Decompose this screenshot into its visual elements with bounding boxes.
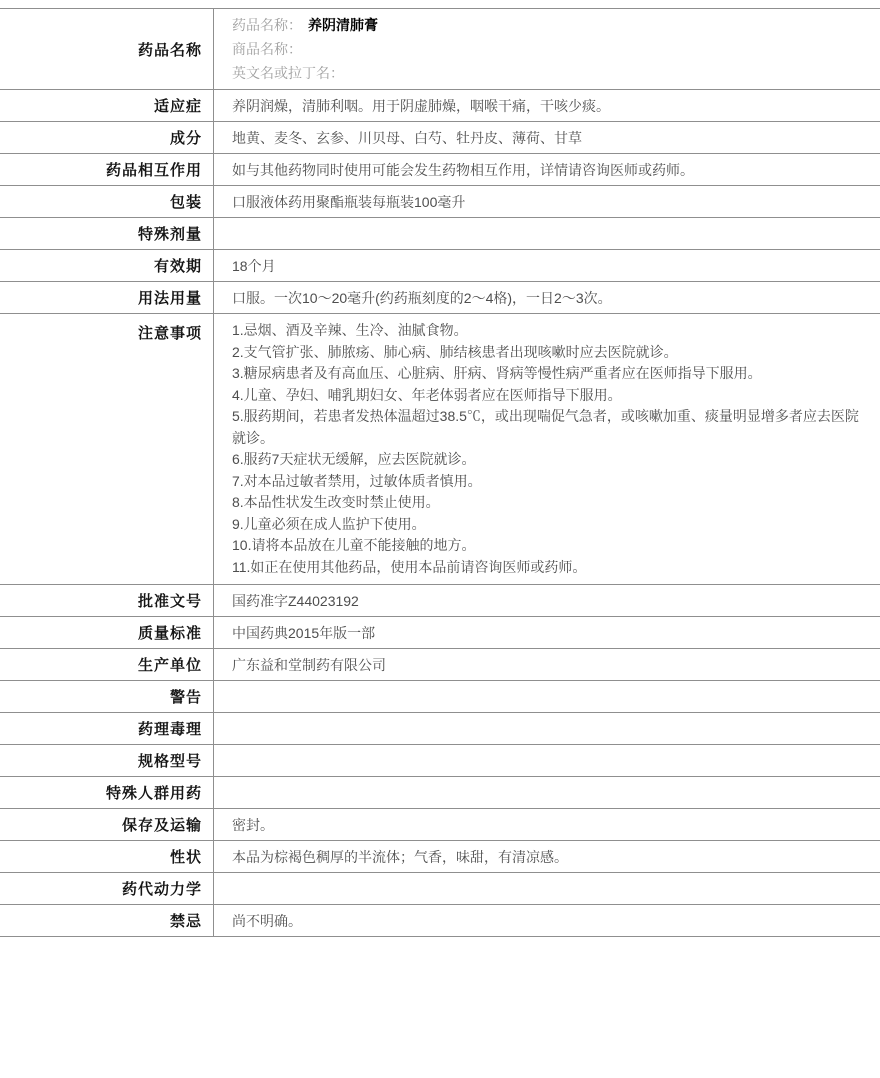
row-label: 规格型号 [0, 745, 214, 777]
row-content: 口服。一次10～20毫升(约药瓶刻度的2～4格)，一日2～3次。 [214, 282, 880, 314]
table-row [0, 585, 880, 617]
row-label: 警告 [0, 681, 214, 713]
note-line: 6.服药7天症状无缓解，应去医院就诊。 [232, 449, 866, 471]
note-line: 3.糖尿病患者及有高血压、心脏病、肝病、肾病等慢性病严重者应在医师指导下服用。 [232, 363, 866, 385]
row-content [214, 218, 880, 250]
row-content [214, 777, 880, 809]
row-label: 特殊人群用药 [0, 777, 214, 809]
row-content [214, 681, 880, 713]
row-content: 广东益和堂制药有限公司 [214, 649, 880, 681]
field-value [344, 65, 350, 81]
name-field-line [232, 37, 866, 61]
table-row [0, 186, 880, 218]
drug-info-table [0, 8, 880, 937]
note-line: 10.请将本品放在儿童不能接触的地方。 [232, 535, 866, 557]
table-row [0, 314, 880, 585]
row-label: 质量标准 [0, 617, 214, 649]
field-value [302, 41, 308, 57]
note-line: 5.服药期间，若患者发热体温超过38.5℃，或出现喘促气急者，或咳嗽加重、痰量明显增多者应去医院就诊。 [232, 406, 866, 449]
row-label: 适应症 [0, 90, 214, 122]
row-label: 药品相互作用 [0, 154, 214, 186]
row-label: 批准文号 [0, 585, 214, 617]
row-content: 口服液体药用聚酯瓶装每瓶装100毫升 [214, 186, 880, 218]
row-label: 药品名称 [0, 9, 214, 90]
field-value: 养阴清肺膏 [302, 17, 378, 33]
row-label: 包装 [0, 186, 214, 218]
row-content [214, 314, 880, 585]
row-content [214, 873, 880, 905]
row-label: 性状 [0, 841, 214, 873]
table-row [0, 9, 880, 90]
table-row [0, 90, 880, 122]
row-label: 药代动力学 [0, 873, 214, 905]
table-row [0, 841, 880, 873]
row-content: 国药准字Z44023192 [214, 585, 880, 617]
table-row [0, 873, 880, 905]
field-key: 英文名或拉丁名： [232, 65, 344, 81]
row-content: 密封。 [214, 809, 880, 841]
note-line: 4.儿童、孕妇、哺乳期妇女、年老体弱者应在医师指导下服用。 [232, 385, 866, 407]
table-row [0, 617, 880, 649]
row-label: 注意事项 [0, 314, 214, 585]
row-content: 如与其他药物同时使用可能会发生药物相互作用，详情请咨询医师或药师。 [214, 154, 880, 186]
row-content [214, 9, 880, 90]
table-row [0, 745, 880, 777]
table-row [0, 122, 880, 154]
row-content: 18个月 [214, 250, 880, 282]
row-content: 养阴润燥，清肺利咽。用于阴虚肺燥，咽喉干痛，干咳少痰。 [214, 90, 880, 122]
note-line: 9.儿童必须在成人监护下使用。 [232, 514, 866, 536]
row-label: 生产单位 [0, 649, 214, 681]
table-row [0, 218, 880, 250]
row-label: 用法用量 [0, 282, 214, 314]
table-row [0, 681, 880, 713]
table-row [0, 649, 880, 681]
name-field-line [232, 61, 866, 85]
table-row [0, 154, 880, 186]
table-row [0, 250, 880, 282]
name-field-line [232, 13, 866, 37]
note-line: 2.支气管扩张、肺脓疡、肺心病、肺结核患者出现咳嗽时应去医院就诊。 [232, 342, 866, 364]
note-line: 7.对本品过敏者禁用，过敏体质者慎用。 [232, 471, 866, 493]
row-label: 特殊剂量 [0, 218, 214, 250]
field-key: 药品名称： [232, 17, 302, 33]
drug-table-body [0, 9, 880, 937]
row-content: 本品为棕褐色稠厚的半流体；气香，味甜，有清凉感。 [214, 841, 880, 873]
row-label: 成分 [0, 122, 214, 154]
field-key: 商品名称： [232, 41, 302, 57]
row-content: 尚不明确。 [214, 905, 880, 937]
table-row [0, 905, 880, 937]
note-line: 1.忌烟、酒及辛辣、生冷、油腻食物。 [232, 320, 866, 342]
table-row [0, 713, 880, 745]
note-line: 8.本品性状发生改变时禁止使用。 [232, 492, 866, 514]
table-row [0, 777, 880, 809]
table-row [0, 282, 880, 314]
row-label: 禁忌 [0, 905, 214, 937]
row-label: 有效期 [0, 250, 214, 282]
row-label: 保存及运输 [0, 809, 214, 841]
row-label: 药理毒理 [0, 713, 214, 745]
row-content: 中国药典2015年版一部 [214, 617, 880, 649]
table-row [0, 809, 880, 841]
row-content: 地黄、麦冬、玄参、川贝母、白芍、牡丹皮、薄荷、甘草 [214, 122, 880, 154]
row-content [214, 713, 880, 745]
row-content [214, 745, 880, 777]
note-line: 11.如正在使用其他药品，使用本品前请咨询医师或药师。 [232, 557, 866, 579]
